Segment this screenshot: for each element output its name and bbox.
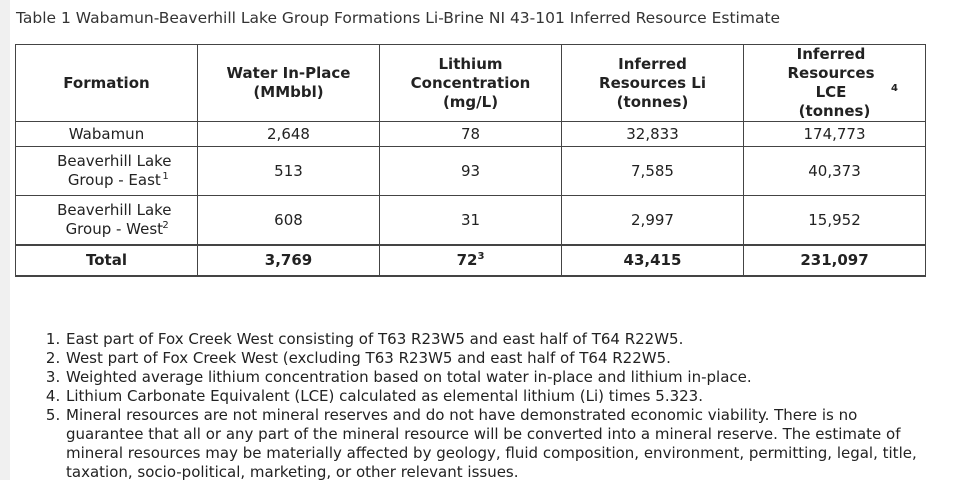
cell-total-li: 43,415	[562, 245, 744, 276]
header-formation: Formation	[16, 45, 198, 122]
footnote: 4. Lithium Carbonate Equivalent (LCE) calculated as elemental lithium (Li) times 5.323.	[65, 387, 921, 406]
cell-water: 513	[198, 147, 380, 196]
header-inferred-resources-lce: Inferred Resources LCE $^4$ (tonnes)	[744, 45, 926, 122]
cell-lce: 15,952	[744, 196, 926, 246]
header-water-in-place: Water In-Place (MMbbl)	[198, 45, 380, 122]
table-row	[16, 147, 926, 196]
cell-total-concentration: $72^3$	[380, 245, 562, 276]
cell-concentration: 31	[380, 196, 562, 246]
cell-total-water: 3,769	[198, 245, 380, 276]
footnotes-list	[47, 330, 921, 482]
header-inferred-resources-li: Inferred Resources Li (tonnes)	[562, 45, 744, 122]
table-total-row	[16, 245, 926, 276]
cell-lce: 174,773	[744, 122, 926, 147]
header-lithium-concentration: Lithium Concentration (mg/L)	[380, 45, 562, 122]
footnote: 1. East part of Fox Creek West consisting of T63 R23W5 and east half of T64 R22W5.	[65, 330, 921, 349]
cell-li: 2,997	[562, 196, 744, 246]
table-caption: Table 1 Wabamun-Beaverhill Lake Group Formations Li-Brine NI 43-101 Inferred Resource Estimate	[16, 9, 781, 27]
footnote: 3. Weighted average lithium concentration based on total water in-place and lithium in-place.	[65, 368, 921, 387]
cell-concentration: 78	[380, 122, 562, 147]
footnote: 5. Mineral resources are not mineral reserves and do not have demonstrated economic viability. There is no guarantee that all or any part of the mineral resource will be converted into a mineral reserve. The estimate of mineral resources may be materially affected by geology, fluid composition, environment, permitting, legal, title, taxation, socio-political, marketing, or other relevant issues.	[65, 406, 921, 482]
left-margin-strip	[0, 0, 10, 480]
resource-estimate-table	[15, 44, 926, 277]
cell-formation: Beaverhill Lake Group - West$^2$	[16, 196, 198, 246]
table-row	[16, 122, 926, 147]
cell-li: 7,585	[562, 147, 744, 196]
footnote: 2. West part of Fox Creek West (excluding T63 R23W5 and east half of T64 R22W5.	[65, 349, 921, 368]
cell-lce: 40,373	[744, 147, 926, 196]
cell-li: 32,833	[562, 122, 744, 147]
cell-formation: Beaverhill Lake Group - East $^1$	[16, 147, 198, 196]
table-header-row	[16, 45, 926, 122]
table-row	[16, 196, 926, 246]
cell-water: 2,648	[198, 122, 380, 147]
cell-formation: Wabamun	[16, 122, 198, 147]
cell-total-label: Total	[16, 245, 198, 276]
cell-water: 608	[198, 196, 380, 246]
cell-concentration: 93	[380, 147, 562, 196]
cell-total-lce: 231,097	[744, 245, 926, 276]
